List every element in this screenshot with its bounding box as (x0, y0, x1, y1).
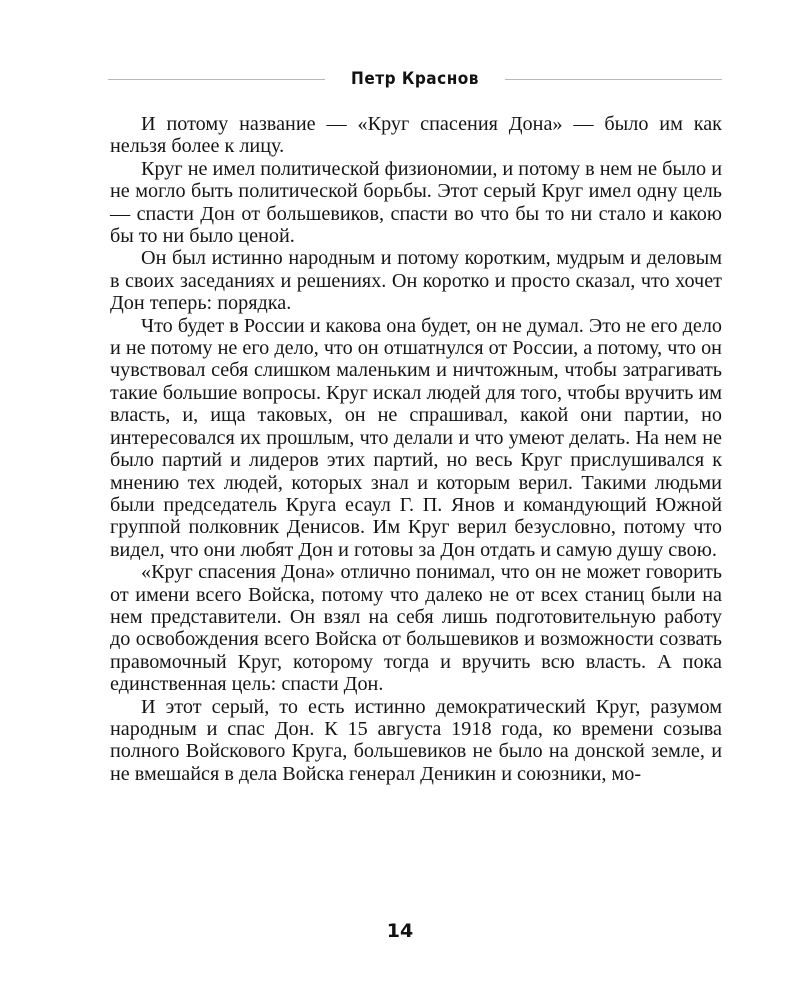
running-title: Петр Краснов (351, 69, 479, 89)
paragraph: Что будет в России и какова она будет, он не думал. Это не его дело и не потому не его дело, что он отшатнулся от России, а потому, что он чувствовал себя слишком маленьким и ничтожным, чтобы затрагивать такие большие вопросы. Круг искал людей для того, чтобы вручить им власть, и, ища таковых, он не спрашивал, какой они партии, но интересовался их прошлым, что делали и что умеют делать. На нем не было партий и лидеров этих партий, но весь Круг прислушивался к мнению тех людей, которых знал и которым верил. Такими людьми были председатель Круга есаул Г. П. Янов и командующий Южной группой полковник Денисов. Им Круг верил безусловно, потому что видел, что они любят Дон и готовы за Дон отдать и самую душу свою. (110, 314, 722, 561)
paragraph: И потому название — «Круг спасения Дона» — было им как нельзя более к лицу. (110, 113, 722, 158)
paragraph: Круг не имел политической физиономии, и потому в нем не было и не могло быть политической борьбы. Этот серый Круг имел одну цель — спасти Дон от большевиков, спасти во что бы то ни стало и какою бы то ни было ценой. (110, 157, 722, 248)
paragraph: «Круг спасения Дона» отлично понимал, что он не может говорить от имени всего Войска, потому что далеко не от всех станиц были на нем представители. Он взял на себя лишь подготовительную работу до освобождения всего Войска от большевиков и возможности созвать правомочный Круг, которому тогда и вручить всю власть. А пока единственная цель: спасти Дон. (110, 561, 722, 696)
header-rule-right (505, 79, 722, 80)
running-header (108, 64, 722, 94)
header-rule-left (108, 79, 325, 80)
body-text (110, 113, 722, 785)
paragraph: И этот серый, то есть истинно демократический Круг, разумом народным и спас Дон. К 15 августа 1918 года, ко времени созыва полного Войскового Круга, большевиков не было на донской земле, и не вмешайся в дела Войска генерал Деникин и союзники, мо- (110, 695, 722, 785)
paragraph: Он был истинно народным и потому коротким, мудрым и деловым в своих заседаниях и решениях. Он коротко и просто сказал, что хочет Дон теперь: порядка. (110, 247, 722, 315)
page-number: 14 (386, 920, 414, 942)
